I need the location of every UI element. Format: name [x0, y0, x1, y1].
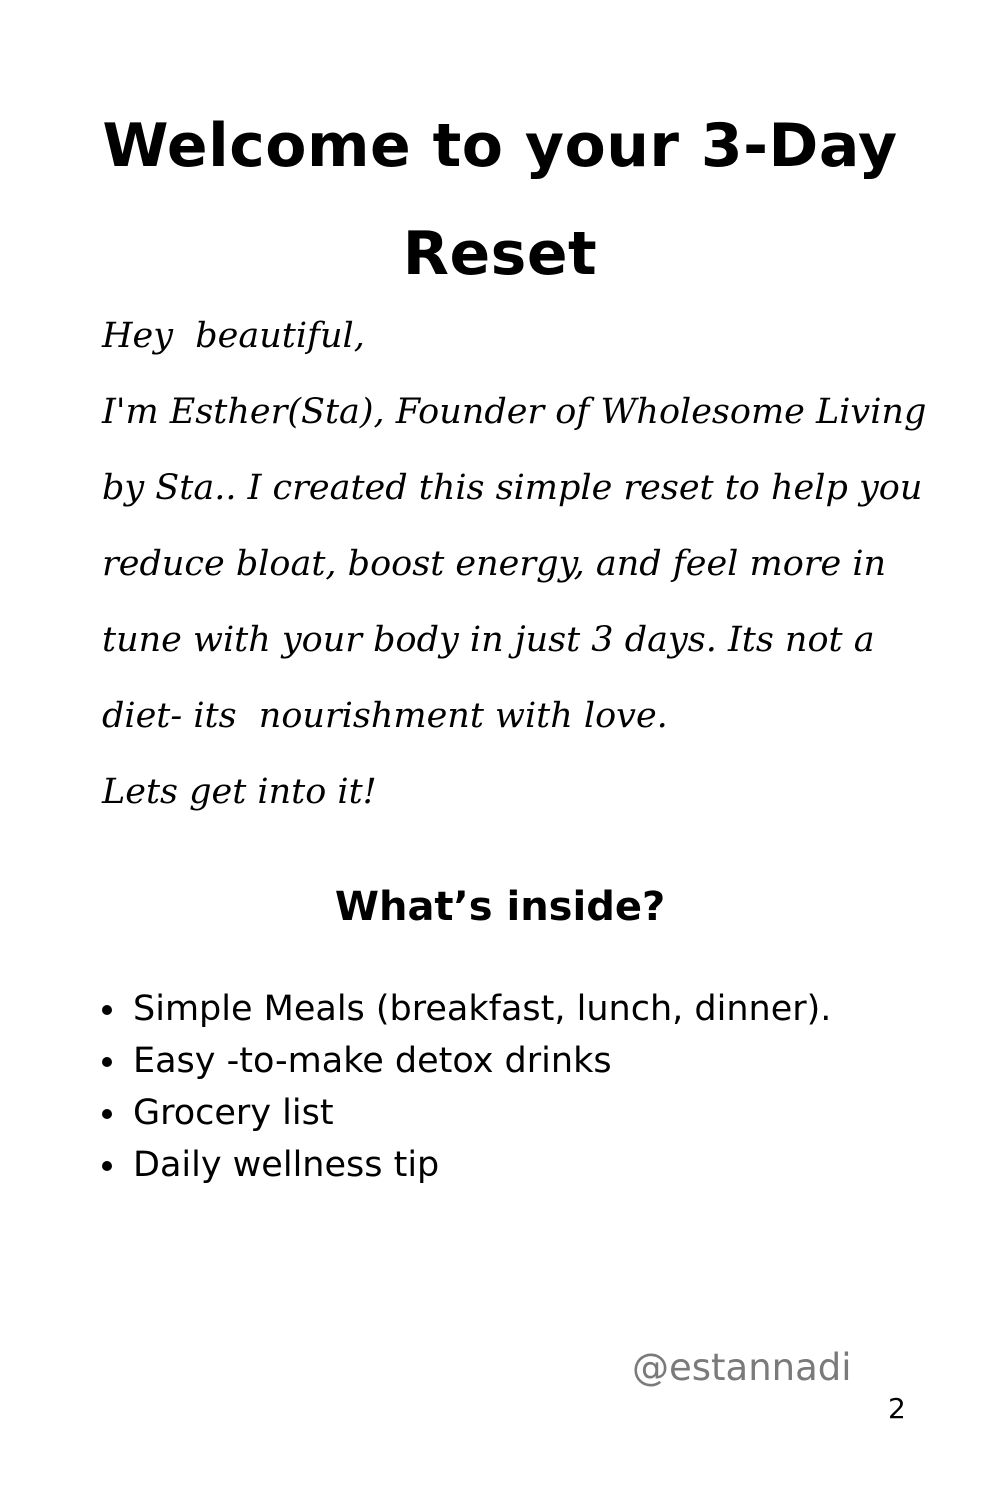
intro-line: tune with your body in just 3 days. Its not a [102, 620, 875, 660]
social-handle: @estannadi [632, 1346, 852, 1389]
list-item-label: Grocery list [133, 1093, 334, 1133]
list-item [100, 1139, 920, 1191]
intro-line: diet- its nourishment with love. [102, 696, 668, 736]
bullet-icon [102, 1109, 112, 1119]
intro-line: I'm Esther(Sta), Founder of Wholesome Living [102, 392, 927, 432]
bullet-icon [102, 1161, 112, 1171]
whats-inside-heading: What’s inside? [334, 884, 666, 930]
intro-line: by Sta.. I created this simple reset to help you [102, 468, 923, 508]
title-line-1: Welcome to your 3-Day [102, 111, 898, 181]
intro-line: Lets get into it! [102, 772, 377, 812]
bullet-icon [102, 1005, 112, 1015]
intro-line: Hey beautiful, [102, 316, 365, 356]
title-line-2: Reset [402, 219, 598, 289]
bullet-icon [102, 1057, 112, 1067]
intro-letter [102, 298, 927, 830]
list-item-label: Simple Meals (breakfast, lunch, dinner). [133, 989, 832, 1029]
page-title [80, 92, 920, 308]
list-item [100, 983, 920, 1035]
intro-line: reduce bloat, boost energy, and feel more in [102, 544, 887, 584]
list-item [100, 1035, 920, 1087]
list-item [100, 1087, 920, 1139]
list-item-label: Daily wellness tip [133, 1145, 440, 1185]
list-item-label: Easy -to-make detox drinks [133, 1041, 612, 1081]
page-number: 2 [888, 1392, 906, 1425]
whats-inside-list [100, 983, 920, 1191]
